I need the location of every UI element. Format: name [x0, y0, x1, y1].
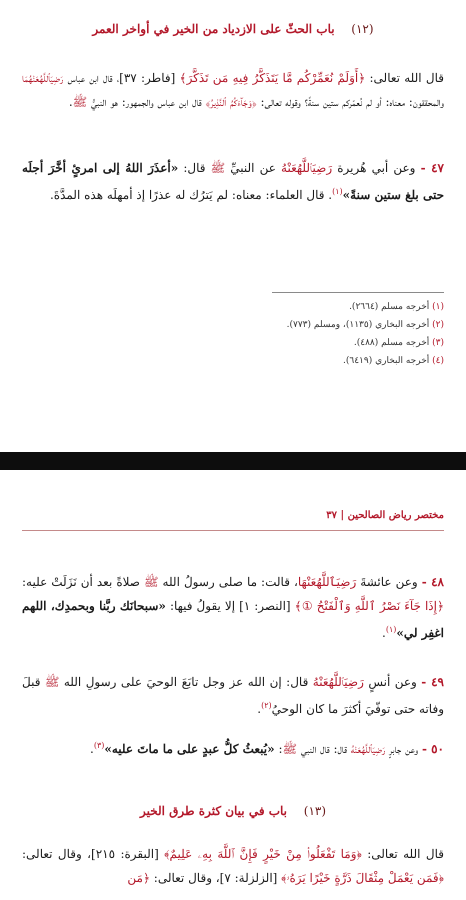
verse-reference: [الزلزلة: ٧]، وقال تعالى:	[149, 871, 282, 885]
text-span: . قال العلماء: معناه: لم يَترُك له عذرًا إذ أمهلَه هذه المدَّةَ.	[49, 188, 333, 202]
quran-verse: ﴿أَوَلَمْ نُعَمِّرْكُم مَّا يَتَذَكَّرُ فِيهِ مَن تَذَكَّرَ﴾	[179, 71, 366, 85]
chapter-number: (١٣)	[303, 804, 327, 818]
text-span: :	[274, 742, 283, 756]
quran-verse: ﴿فَمَن يَعْمَلْ مِثْقَالَ ذَرَّةٍ خَيْرًا يَرَهُۥ﴾	[281, 871, 444, 885]
text-span: قال: إن الله عز وجل تابَعَ الوحيَ على رسولِ الله	[59, 675, 313, 689]
honorific: رَضِيَٱللَّهُعَنْهَا	[297, 575, 357, 589]
footnote-number: (٤)	[432, 356, 444, 366]
chapter-title: باب الحثّ على الازدياد من الخير في أواخر العمر	[92, 22, 335, 36]
quran-verse: ﴿إِذَا جَآءَ نَصْرُ ٱللَّهِ وَٱلْفَتْحُ ①﴾	[294, 599, 444, 613]
footnote-item	[160, 298, 444, 316]
hadith-number: ٤٧ -	[420, 161, 444, 175]
text-span: قال الله تعالى:	[361, 847, 445, 861]
text-span: .	[68, 95, 73, 109]
salutation: ﷺ	[72, 95, 88, 109]
footnote-marker: (١)	[332, 187, 343, 196]
hadith-number: ٤٨ -	[421, 575, 444, 589]
honorific: رَضِيَٱللَّهُعَنْهُمَا	[22, 71, 64, 85]
footnote-marker: (٣)	[93, 741, 105, 750]
text-span: وعن أبي هُريرة	[332, 161, 421, 175]
hadith-48	[22, 570, 444, 645]
salutation: ﷺ	[144, 575, 159, 589]
footnote-item	[160, 316, 444, 334]
hadith-number: ٥٠ -	[421, 742, 444, 756]
footnote-item	[160, 334, 444, 352]
verse-reference: [النصر: ١] إلا يقولُ فيها:	[165, 599, 295, 613]
honorific: رَضِيَٱللَّهُعَنْهُ	[281, 161, 333, 175]
text-span: صلاةً بعد أن نَزَلَتْ عليه:	[22, 575, 144, 589]
text-span: قال الله تعالى:	[365, 71, 444, 85]
dua-text: «سبحانَك ربَّنا وبحمدِك، اللهم اغفِر لي»	[22, 599, 444, 640]
chapter-heading-12	[0, 22, 466, 36]
header-rule	[22, 530, 444, 531]
honorific: رَضِيَٱللَّهُعَنْهُ	[312, 675, 364, 689]
text-span: قال: قال النبي	[297, 742, 351, 756]
chapter-number: (١٢)	[351, 22, 374, 36]
text-span: ، قالت: ما صلى رسولُ الله	[158, 575, 298, 589]
text-span: .	[90, 742, 94, 756]
text-span: .	[381, 626, 386, 640]
text-span: عن النبيِّ	[225, 161, 282, 175]
hadith-number: ٤٩ -	[421, 675, 444, 689]
salutation: ﷺ	[282, 742, 298, 756]
footnote-number: (٣)	[432, 338, 444, 348]
running-header-text: مختصر رياض الصالحين | ٣٧	[326, 510, 444, 521]
quran-verse: ﴿وَمَا تَفْعَلُوا۟ مِنْ خَيْرٍ فَإِنَّ ٱللَّهَ بِهِۦ عَلِيمٌ﴾	[164, 847, 362, 861]
text-span: وعن جابرٍ	[385, 742, 422, 756]
text-span: وعن عائشةَ	[356, 575, 422, 589]
footnote-text: أخرجه مسلم (٤٨٨).	[353, 338, 433, 348]
salutation: ﷺ	[210, 161, 226, 175]
footnote-rule	[272, 292, 444, 293]
footnote-number: (٢)	[432, 320, 444, 330]
footnote-marker: (١)	[385, 625, 397, 634]
page-separator	[0, 452, 466, 470]
running-header	[22, 510, 444, 526]
footnote-number: (١)	[432, 302, 444, 312]
text-span: قبلَ وفاته حتى توفّيَ أكثرَ ما كان الوحيُ	[22, 675, 444, 716]
footnotes	[160, 298, 444, 370]
footnote-marker: (٢)	[261, 701, 272, 710]
footnote-text: أخرجه البخاري (٦٤١٩).	[342, 356, 433, 366]
text-span: وعن أنسٍ	[363, 675, 422, 689]
verse-reference: [البقرة: ٢١٥]، وقال تعالى:	[22, 847, 165, 861]
hadith-47	[22, 156, 444, 207]
hadith-text: «يُبعثُ كلُّ عبدٍ على ما ماتَ عليه»	[104, 742, 275, 756]
hadith-49	[22, 670, 444, 721]
quran-verse: ﴿وَجَآءَكُمُ ٱلنَّذِيرُ﴾	[205, 95, 257, 109]
chapter-13-intro	[22, 842, 444, 890]
footnote-item	[160, 352, 444, 370]
footnote-text: أخرجه البخاري (١١٣٥)، ومسلم (٧٧٣).	[286, 320, 433, 330]
honorific: رَضِيَٱللَّهُعَنْهُ	[350, 742, 386, 756]
text-span: قال:	[178, 161, 211, 175]
intro-paragraph	[22, 66, 444, 114]
hadith-50	[22, 734, 444, 761]
salutation: ﷺ	[44, 675, 60, 689]
chapter-title: باب في بيان كثرة طرق الخير	[139, 804, 288, 818]
quran-verse: ﴿مَن	[127, 871, 150, 885]
text-span: والمحققون: معناه: أو لم نُعمّركم ستين سنةً؟ وقوله تعالى:	[256, 95, 444, 109]
footnote-text: أخرجه مسلم (٢٦٦٤).	[349, 302, 433, 312]
text-span: قال ابن عباس والجمهور: هو النبيُّ	[87, 95, 206, 109]
hadith-text: «أعذَرَ اللهُ إلى امرئٍ أخَّرَ أجلَه حتى بلغ ستين سنةً»	[22, 161, 444, 202]
verse-reference: [فاطر: ٣٧]، قال ابن عباس	[63, 71, 180, 85]
chapter-heading-13	[0, 804, 466, 818]
bottom-page	[0, 470, 466, 900]
text-span: .	[257, 702, 262, 716]
